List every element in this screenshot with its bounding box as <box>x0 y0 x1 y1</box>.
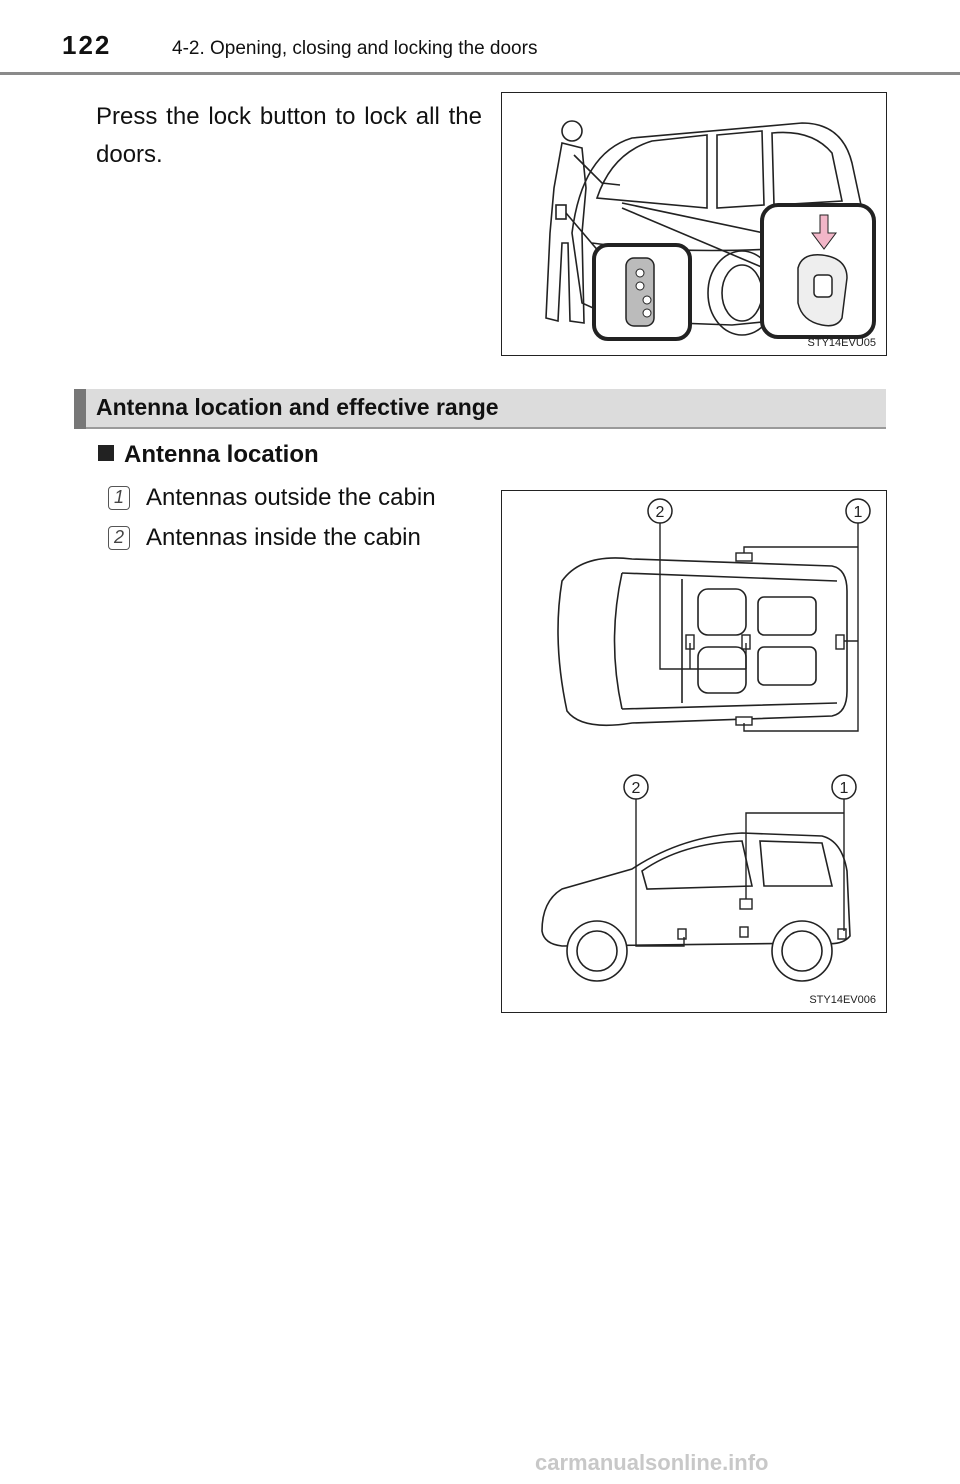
list-number: 2 <box>108 526 130 550</box>
lock-button-illustration <box>501 92 887 356</box>
list-item <box>108 481 436 515</box>
car-rear-door-drawing <box>502 93 886 355</box>
section-header <box>74 389 886 429</box>
figure-code: STY14EV006 <box>809 994 876 1006</box>
section-title: Antenna location and effective range <box>96 394 499 420</box>
list-number: 1 <box>108 486 130 510</box>
square-bullet-icon <box>98 445 114 461</box>
subsection-title: Antenna location <box>124 441 319 468</box>
figure-code: STY14EVU05 <box>807 337 876 349</box>
callout-label: 1 <box>853 504 863 521</box>
callout-label: 1 <box>839 780 849 797</box>
page-number: 122 <box>62 30 112 60</box>
watermark: carmanualsonline.info <box>535 1450 769 1475</box>
callout-label: 2 <box>631 780 641 797</box>
list-text: Antennas outside the cabin <box>146 484 436 511</box>
chapter-title: 4-2. Opening, closing and locking the doors <box>172 38 538 59</box>
car-antenna-diagram <box>502 491 886 1012</box>
antenna-location-illustration <box>501 490 887 1013</box>
list-item <box>108 521 421 555</box>
subsection-heading <box>98 438 319 472</box>
header-divider <box>0 72 960 75</box>
list-text: Antennas inside the cabin <box>146 524 421 551</box>
intro-paragraph: Press the lock button to lock all the doors. <box>96 103 482 168</box>
callout-label: 2 <box>655 504 665 521</box>
section-accent <box>74 389 86 429</box>
